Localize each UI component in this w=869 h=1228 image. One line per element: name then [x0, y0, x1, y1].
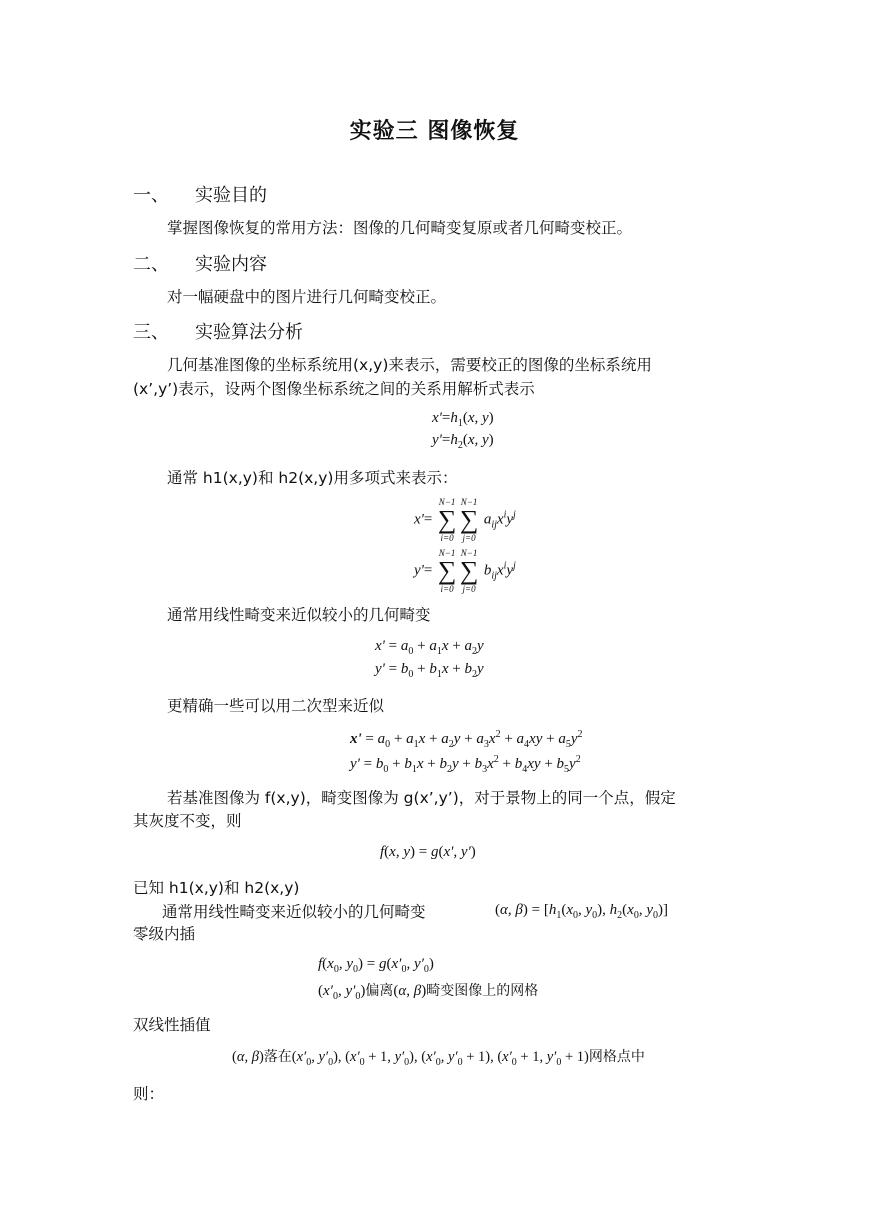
paragraph-poly-intro: 通常 h1(x,y)和 h2(x,y)用多项式来表示：	[167, 469, 458, 487]
formula-x-mapping: $x'=h_1(x$, y)	[432, 410, 494, 429]
section-label: 实验算法分析	[195, 322, 303, 343]
formula-bilinear-grid: (α, β)落在($x'_0$, $y'_0$), ($x'_0 + 1$, $y'_0$), ($x'_0$, $y'_0 + 1$), ($x'_0 + 1$, $y'_0 + 1$)网格点中	[232, 1049, 645, 1068]
formula-zero-order-note: ($x'_0$, $y'_0$)偏离(α, β)畸变图像上的网格	[318, 983, 539, 1002]
formula-poly-x: x'= N−1 ∑ i=0 N−1 ∑ j=0 $a_{ij}x^iy^j$	[414, 497, 516, 543]
formula-linear-y: $y' = b_0 + b_1x + b_2y$	[375, 661, 484, 680]
paragraph-purpose: 掌握图像恢复的常用方法：图像的几何畸变复原或者几何畸变校正。	[167, 219, 633, 237]
paragraph-quadratic-intro: 更精确一些可以用二次型来近似	[167, 697, 385, 715]
formula-note-text: 网格点中	[588, 1049, 645, 1065]
section-number: 三、	[133, 322, 169, 343]
section-heading-content	[133, 250, 433, 274]
section-number: 二、	[133, 254, 169, 275]
formula-gray-invariance: f(x, y) = g(x', y')	[380, 844, 476, 860]
formula-linear-x: $x' = a_0 + a_1x + a_2y$	[375, 638, 484, 657]
section-heading-analysis	[133, 318, 433, 342]
formula-poly-y: y'= N−1 ∑ i=0 N−1 ∑ j=0 $b_{ij}x^iy^j$	[414, 548, 516, 594]
paragraph-gray-line1: 若基准图像为 f(x,y)，畸变图像为 g(x’,y’)，对于景物上的同一个点，假定	[167, 789, 676, 807]
paragraph-known: 已知 h1(x,y)和 h2(x,y)	[133, 879, 300, 897]
section-label: 实验内容	[195, 254, 267, 275]
paragraph-gray-line2: 其灰度不变，则	[133, 812, 242, 830]
formula-note-text: 畸变图像上的网格	[426, 983, 539, 999]
paragraph-bilinear: 双线性插值	[133, 1016, 211, 1034]
section-number: 一、	[133, 185, 169, 206]
paragraph-analysis-line2: (x’,y’)表示，设两个图像坐标系统之间的关系用解析式表示	[133, 380, 535, 398]
section-heading-purpose	[133, 181, 433, 205]
formula-zero-order: $f(x_0$, $y_0) = g(x'_0$, $y'_0$)	[318, 956, 434, 975]
formula-alpha-beta: (α, $\beta) = [h_1(x_0$, $y_0$), $h_2(x_0$, $y_0$)]	[495, 902, 668, 921]
section-label: 实验目的	[195, 185, 267, 206]
formula-note-text: 落在	[263, 1049, 292, 1065]
paragraph-content: 对一幅硬盘中的图片进行几何畸变校正。	[167, 288, 447, 306]
page-title: 实验三 图像恢复	[349, 119, 520, 144]
paragraph-then: 则：	[133, 1085, 165, 1103]
paragraph-linear-again: 通常用线性畸变来近似较小的几何畸变	[162, 903, 426, 921]
paragraph-analysis-line1: 几何基准图像的坐标系统用(x,y)来表示，需要校正的图像的坐标系统用	[167, 356, 652, 374]
formula-quadratic-x: $x' = a_0 + a_1x + a_2y + a_3x^2 + a_4xy + a_5y^2$	[350, 729, 583, 750]
formula-y-mapping: $y'=h_2(x$, y)	[432, 432, 494, 451]
formula-quadratic-y: $y' = b_0 + b_1x + b_2y + b_3x^2 + b_4xy + b_5y^2$	[350, 754, 581, 775]
formula-note-text: 偏离	[365, 983, 394, 999]
paragraph-linear-intro: 通常用线性畸变来近似较小的几何畸变	[167, 606, 431, 624]
paragraph-zero-order: 零级内插	[133, 925, 196, 943]
